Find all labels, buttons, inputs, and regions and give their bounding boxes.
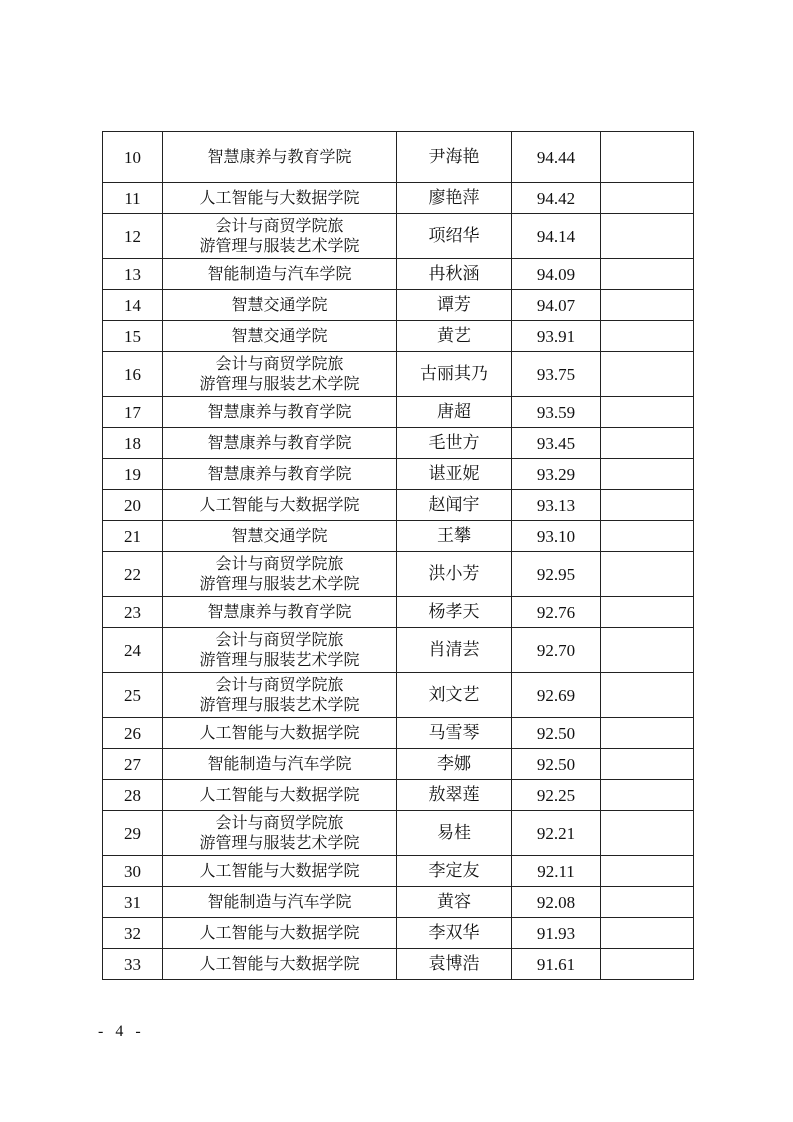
- table-row: [103, 887, 694, 918]
- college-cell: [163, 552, 397, 597]
- score-cell: 94.44: [512, 132, 601, 183]
- note-cell: [601, 259, 694, 290]
- name-cell: 谌亚妮: [397, 459, 512, 490]
- score-cell: 92.21: [512, 811, 601, 856]
- college-cell: 智慧康养与教育学院: [163, 597, 397, 628]
- score-cell: 94.14: [512, 214, 601, 259]
- note-cell: [601, 132, 694, 183]
- table-row: [103, 597, 694, 628]
- table-row: [103, 780, 694, 811]
- name-cell: 李娜: [397, 749, 512, 780]
- college-cell: 智能制造与汽车学院: [163, 749, 397, 780]
- college-line: 会计与商贸学院旅: [215, 813, 344, 832]
- score-cell: 92.76: [512, 597, 601, 628]
- college-cell: 人工智能与大数据学院: [163, 856, 397, 887]
- row-number-cell: 17: [103, 397, 163, 428]
- name-cell: 王攀: [397, 521, 512, 552]
- row-number-cell: 14: [103, 290, 163, 321]
- note-cell: [601, 597, 694, 628]
- score-cell: 92.50: [512, 749, 601, 780]
- college-cell: 智能制造与汽车学院: [163, 887, 397, 918]
- name-cell: 唐超: [397, 397, 512, 428]
- table-row: [103, 949, 694, 980]
- row-number-cell: 25: [103, 673, 163, 718]
- name-cell: 肖清芸: [397, 628, 512, 673]
- table-row: [103, 856, 694, 887]
- name-cell: 尹海艳: [397, 132, 512, 183]
- score-cell: 92.70: [512, 628, 601, 673]
- score-cell: 93.29: [512, 459, 601, 490]
- table-body: [103, 132, 694, 980]
- table-row: [103, 521, 694, 552]
- score-cell: 93.10: [512, 521, 601, 552]
- score-cell: 92.11: [512, 856, 601, 887]
- page-number: - 4 -: [98, 1023, 145, 1040]
- score-cell: 94.07: [512, 290, 601, 321]
- name-cell: 马雪琴: [397, 718, 512, 749]
- table-row: [103, 552, 694, 597]
- college-line: 会计与商贸学院旅: [215, 675, 344, 694]
- note-cell: [601, 214, 694, 259]
- score-cell: 93.75: [512, 352, 601, 397]
- college-cell: [163, 673, 397, 718]
- name-cell: 李定友: [397, 856, 512, 887]
- name-cell: 黄艺: [397, 321, 512, 352]
- college-cell: 人工智能与大数据学院: [163, 780, 397, 811]
- name-cell: 敖翠莲: [397, 780, 512, 811]
- college-cell: 人工智能与大数据学院: [163, 183, 397, 214]
- name-cell: 廖艳萍: [397, 183, 512, 214]
- row-number-cell: 29: [103, 811, 163, 856]
- name-cell: 冉秋涵: [397, 259, 512, 290]
- note-cell: [601, 397, 694, 428]
- name-cell: 洪小芳: [397, 552, 512, 597]
- row-number-cell: 32: [103, 918, 163, 949]
- note-cell: [601, 552, 694, 597]
- table-row: [103, 628, 694, 673]
- score-cell: 91.93: [512, 918, 601, 949]
- college-line: 游管理与服装艺术学院: [199, 833, 360, 852]
- score-cell: 91.61: [512, 949, 601, 980]
- score-cell: 92.69: [512, 673, 601, 718]
- row-number-cell: 13: [103, 259, 163, 290]
- table-row: [103, 459, 694, 490]
- table-row: [103, 673, 694, 718]
- score-cell: 93.45: [512, 428, 601, 459]
- name-cell: 赵闻宇: [397, 490, 512, 521]
- table-row: [103, 290, 694, 321]
- college-line: 游管理与服装艺术学院: [199, 695, 360, 714]
- table-row: [103, 259, 694, 290]
- score-cell: 92.95: [512, 552, 601, 597]
- name-cell: 刘文艺: [397, 673, 512, 718]
- row-number-cell: 19: [103, 459, 163, 490]
- name-cell: 毛世方: [397, 428, 512, 459]
- row-number-cell: 10: [103, 132, 163, 183]
- college-line: 会计与商贸学院旅: [215, 630, 344, 649]
- name-cell: 谭芳: [397, 290, 512, 321]
- row-number-cell: 30: [103, 856, 163, 887]
- college-line: 游管理与服装艺术学院: [199, 650, 360, 669]
- score-cell: 94.42: [512, 183, 601, 214]
- college-cell: 人工智能与大数据学院: [163, 949, 397, 980]
- note-cell: [601, 949, 694, 980]
- college-line: 会计与商贸学院旅: [215, 354, 344, 373]
- college-line: 会计与商贸学院旅: [215, 216, 344, 235]
- name-cell: 袁博浩: [397, 949, 512, 980]
- note-cell: [601, 628, 694, 673]
- note-cell: [601, 749, 694, 780]
- table-row: [103, 352, 694, 397]
- table-row: [103, 321, 694, 352]
- name-cell: 易桂: [397, 811, 512, 856]
- college-cell: 智慧康养与教育学院: [163, 132, 397, 183]
- college-cell: [163, 811, 397, 856]
- college-cell: [163, 628, 397, 673]
- row-number-cell: 23: [103, 597, 163, 628]
- row-number-cell: 28: [103, 780, 163, 811]
- college-cell: [163, 352, 397, 397]
- note-cell: [601, 718, 694, 749]
- name-cell: 项绍华: [397, 214, 512, 259]
- note-cell: [601, 428, 694, 459]
- score-cell: 93.59: [512, 397, 601, 428]
- note-cell: [601, 490, 694, 521]
- note-cell: [601, 918, 694, 949]
- row-number-cell: 20: [103, 490, 163, 521]
- college-line: 会计与商贸学院旅: [215, 554, 344, 573]
- table-row: [103, 490, 694, 521]
- note-cell: [601, 780, 694, 811]
- note-cell: [601, 811, 694, 856]
- row-number-cell: 22: [103, 552, 163, 597]
- table-row: [103, 811, 694, 856]
- note-cell: [601, 352, 694, 397]
- row-number-cell: 31: [103, 887, 163, 918]
- college-cell: 人工智能与大数据学院: [163, 718, 397, 749]
- college-cell: 智能制造与汽车学院: [163, 259, 397, 290]
- score-cell: 94.09: [512, 259, 601, 290]
- note-cell: [601, 887, 694, 918]
- college-cell: 智慧康养与教育学院: [163, 428, 397, 459]
- college-line: 游管理与服装艺术学院: [199, 236, 360, 255]
- row-number-cell: 33: [103, 949, 163, 980]
- name-cell: 杨孝天: [397, 597, 512, 628]
- table-row: [103, 918, 694, 949]
- table-row: [103, 183, 694, 214]
- note-cell: [601, 856, 694, 887]
- row-number-cell: 11: [103, 183, 163, 214]
- row-number-cell: 12: [103, 214, 163, 259]
- score-cell: 92.50: [512, 718, 601, 749]
- table-row: [103, 214, 694, 259]
- table-row: [103, 397, 694, 428]
- college-line: 游管理与服装艺术学院: [199, 374, 360, 393]
- row-number-cell: 15: [103, 321, 163, 352]
- college-cell: 智慧交通学院: [163, 521, 397, 552]
- note-cell: [601, 673, 694, 718]
- note-cell: [601, 321, 694, 352]
- college-cell: 智慧康养与教育学院: [163, 397, 397, 428]
- row-number-cell: 21: [103, 521, 163, 552]
- row-number-cell: 27: [103, 749, 163, 780]
- note-cell: [601, 521, 694, 552]
- row-number-cell: 24: [103, 628, 163, 673]
- table-row: [103, 718, 694, 749]
- table-row: [103, 428, 694, 459]
- note-cell: [601, 290, 694, 321]
- table-row: [103, 132, 694, 183]
- score-cell: 93.13: [512, 490, 601, 521]
- table-row: [103, 749, 694, 780]
- row-number-cell: 18: [103, 428, 163, 459]
- score-cell: 93.91: [512, 321, 601, 352]
- note-cell: [601, 459, 694, 490]
- college-cell: 人工智能与大数据学院: [163, 490, 397, 521]
- college-cell: 智慧康养与教育学院: [163, 459, 397, 490]
- score-cell: 92.08: [512, 887, 601, 918]
- college-cell: 智慧交通学院: [163, 290, 397, 321]
- name-cell: 古丽其乃: [397, 352, 512, 397]
- row-number-cell: 26: [103, 718, 163, 749]
- note-cell: [601, 183, 694, 214]
- score-cell: 92.25: [512, 780, 601, 811]
- name-cell: 黄容: [397, 887, 512, 918]
- college-line: 游管理与服装艺术学院: [199, 574, 360, 593]
- college-cell: [163, 214, 397, 259]
- college-cell: 智慧交通学院: [163, 321, 397, 352]
- ranking-table: [102, 131, 694, 980]
- college-cell: 人工智能与大数据学院: [163, 918, 397, 949]
- row-number-cell: 16: [103, 352, 163, 397]
- name-cell: 李双华: [397, 918, 512, 949]
